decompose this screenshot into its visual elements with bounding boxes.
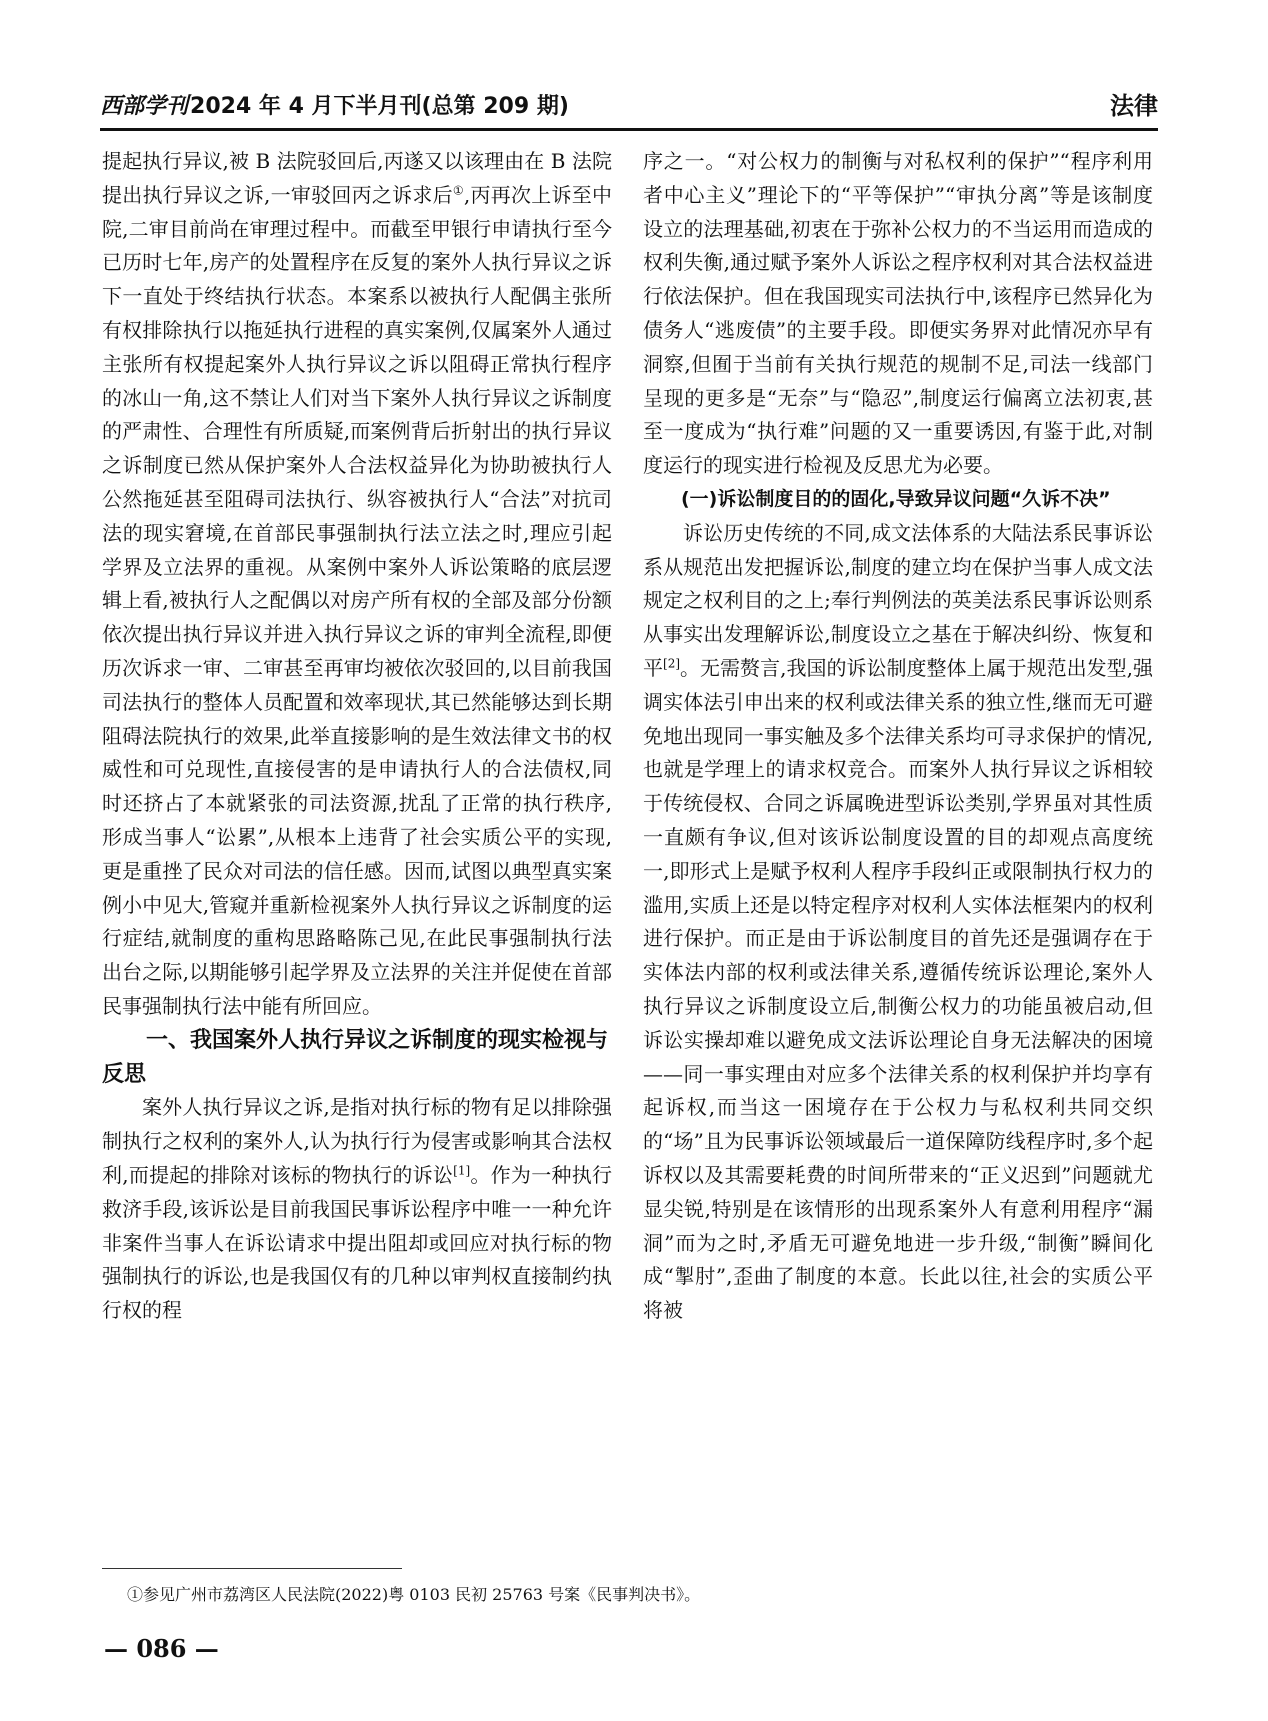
- journal-brand: 西部学刊: [100, 93, 189, 119]
- section-name: 法律: [1110, 92, 1158, 120]
- paragraph-text: 案外人执行异议之诉,是指对执行标的物有足以排除强制执行之权利的案外人,认为执行行为侵害或影响其合法权利,而提起的排除对该标的物执行的诉讼: [102, 1095, 612, 1187]
- section-heading: 一、我国案外人执行异议之诉制度的现实检视与反思: [102, 1027, 609, 1087]
- paragraph-text: 诉讼历史传统的不同,成文法体系的大陆法系民事诉讼系从规范出发把握诉讼,制度的建立均在保护当事人成文法规定之权利目的之上;奉行判例法的英美法系民事诉讼则系从事实出发理解诉讼,制度设立之基在于解决纠纷、恢复和平: [643, 520, 1153, 680]
- page-header: [100, 88, 1158, 124]
- page-number: — 086 —: [104, 1634, 219, 1663]
- footnote: ①参见广州市荔湾区人民法院(2022)粤 0103 民初 25763 号案《民事判决书》。: [127, 1585, 701, 1604]
- paragraph-text: 提起执行异议,被 B 法院驳回后,丙遂又以该理由在 B 法院提出执行异议之诉,一审驳回丙之诉求后: [102, 149, 612, 207]
- body-paragraph: [102, 145, 612, 1024]
- body-paragraph: 序之一。“对公权力的制衡与对私权利的保护”“程序利用者中心主义”理论下的“平等保护”“审执分离”等是该制度设立的法理基础,初衷在于弥补公权力的不当运用而造成的权利失衡,通过赋予案外人诉讼之程序权利对其合法权益进行依法保护。但在我国现实司法执行中,该程序已然异化为债务人“逃废债”的主要手段。即便实务界对此情况亦早有洞察,但囿于当前有关执行规范的规制不足,司法一线部门呈现的更多是“无奈”与“隐忍”,制度运行偏离立法初衷,甚至一度成为“执行难”问题的又一重要诱因,有鉴于此,对制度运行的现实进行检视及反思尤为必要。: [643, 149, 1153, 478]
- right-column: [643, 145, 1153, 1328]
- paragraph-text: 。无需赘言,我国的诉讼制度整体上属于规范出发型,强调实体法引申出来的权利或法律关系的独立性,继而无可避免地出现同一事实触及多个法律关系均可寻求保护的情况,也就是学理上的请求权竞合。而案外人执行异议之诉相较于传统侵权、合同之诉属晚进型诉讼类别,学界虽对其性质一直颇有争议,但对该诉讼制度设置的目的却观点高度统一,即形式上是赋予权利人程序手段纠正或限制执行权力的滥用,实质上还是以特定程序对权利人实体法框架内的权利进行保护。而正是由于诉讼制度目的首先还是强调存在于实体法内部的权利或法律关系,遵循传统诉讼理论,案外人执行异议之诉制度设立后,制衡公权力的功能虽被启动,但诉讼实操却难以避免成文法诉讼理论自身无法解决的困境——同一事实理由对应多个法律关系的权利保护并均享有起诉权,而当这一困境存在于公权力与私权利共同交织的“场”且为民事诉讼领域最后一道保障防线程序时,多个起诉权以及其需要耗费的时间所带来的“正义迟到”问题就尤显尖锐,特别是在该情形的出现系案外人有意利用程序“漏洞”而为之时,矛盾无可避免地进一步升级,“制衡”瞬间化成“掣肘”,歪曲了制度的本意。长此以往,社会的实质公平将被: [643, 655, 1154, 1323]
- footnote-divider: [102, 1568, 402, 1569]
- citation-ref[interactable]: [2]: [663, 656, 681, 671]
- journal-title: [100, 88, 569, 125]
- footnote-mark[interactable]: ①: [452, 183, 464, 198]
- citation-ref[interactable]: [1]: [453, 1163, 471, 1178]
- paragraph-text: ,丙再次上诉至中院,二审目前尚在审理过程中。而截至甲银行申请执行至今已历时七年,房产的处置程序在反复的案外人执行异议之诉下一直处于终结执行状态。本案系以被执行人配偶主张所有权排除执行以拖延执行进程的真实案例,仅属案外人通过主张所有权提起案外人执行异议之诉以阻碍正常执行程序的冰山一角,这不禁让人们对当下案外人执行异议之诉制度的严肃性、合理性有所质疑,而案例背后折射出的执行异议之诉制度已然从保护案外人合法权益异化为协助被执行人公然拖延甚至阻碍司法执行、纵容被执行人“合法”对抗司法的现实窘境,在首部民事强制执行法立法之时,理应引起学界及立法界的重视。从案例中案外人诉讼策略的底层逻辑上看,被执行人之配偶以对房产所有权的全部及部分份额依次提出执行异议并进入执行异议之诉的审判全流程,即便历次诉求一审、二审甚至再审均被依次驳回的,以目前我国司法执行的整体人员配置和效率现状,其已然能够达到长期阻碍法院执行的效果,此举直接影响的是生效法律文书的权威性和可兑现性,直接侵害的是申请执行人的合法债权,同时还挤占了本就紧张的司法资源,扰乱了正常的执行秩序,形成当事人“讼累”,从根本上违背了社会实质公平的实现,更是重挫了民众对司法的信任感。因而,试图以典型真实案例小中见大,管窥并重新检视案外人执行异议之诉制度的运行症结,就制度的重构思路略陈己见,在此民事强制执行法出台之际,以期能够引起学界及立法界的关注并促使在首部民事强制执行法中能有所回应。: [102, 182, 613, 1018]
- paragraph-text: 。作为一种执行救济手段,该诉讼是目前我国民事诉讼程序中唯一一种允许非案件当事人在诉讼请求中提出阻却或回应对执行标的物强制执行的诉讼,也是我国仅有的几种以审判权直接制约执行权的程: [102, 1162, 612, 1323]
- left-column: [102, 145, 612, 1328]
- body-paragraph: [643, 517, 1153, 1328]
- subsection-heading: (一)诉讼制度目的的固化,导致异议问题“久诉不决”: [681, 487, 1111, 510]
- header-divider: [100, 128, 1158, 131]
- journal-issue: 2024 年 4 月下半月刊(总第 209 期): [190, 94, 569, 119]
- body-paragraph: [102, 1091, 612, 1328]
